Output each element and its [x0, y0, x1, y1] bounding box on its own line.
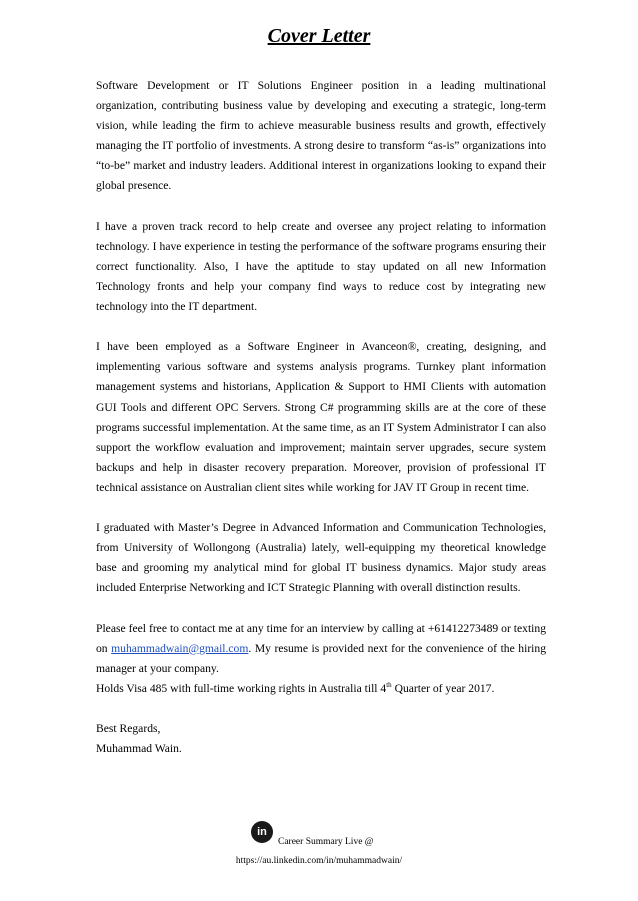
document-title: Cover Letter	[267, 25, 371, 47]
paragraph-objective: Software Development or IT Solutions Engineer position in a leading multinational organization, contributing business value by developing and executing a strategic, long-term vision, while leading the firm to achieve measurable business results and growth, effectively managing the IT portfolio of investments. A strong desire to transform “as-is” organizations into “to-be” market and industry leaders. Additional interest in organizations looking to expand their global presence.	[96, 79, 546, 193]
paragraph-education: I graduated with Master’s Degree in Advanced Information and Communication Technologies, from University of Wollongong (Australia) lately, well-equipping my theoretical knowledge base and grooming my analytical mind for global IT business dynamics. Major study areas included Enterprise Networking and ICT Strategic Planning with overall distinction results.	[96, 521, 546, 595]
linkedin-icon[interactable]: in	[251, 821, 273, 843]
paragraph-track-record: I have a proven track record to help create and oversee any project relating to information technology. I have experience in testing the performance of the software programs ensuring their correct functionality. Also, I have the aptitude to stay updated on all new Information Technology fronts and help your company find ways to reduce cost by integrating new technology into the IT department.	[96, 219, 546, 314]
contact-text-end: . My resume is provided next for the convenience of the hiring manager at your company.	[96, 641, 546, 675]
visa-text-end: Quarter of year 2017.	[391, 681, 495, 695]
footer	[0, 818, 638, 878]
closing-line: Best Regards,	[96, 722, 161, 735]
letter-body	[96, 76, 546, 759]
paragraph-contact	[96, 619, 546, 679]
linkedin-url[interactable]: https://au.linkedin.com/in/muhammadwain/	[235, 856, 403, 866]
paragraph-experience: I have been employed as a Software Engineer in Avanceon®, creating, designing, and implementing various software and systems analysis programs. Turnkey plant information management systems and historians, Application & Support to HMI Clients with automation GUI Tools and different OPC Servers. Strong C# programming skills are at the core of these programs successful implementation. At the same time, as an IT System Administrator I can also support the workflow evaluation and improvement; maintain server upgrades, secure system backups and help in disaster recovery preparation. Moreover, provision of professional IT technical assistance on Australian client sites while working for JAV IT Group in recent time.	[96, 340, 546, 494]
signature-name: Muhammad Wain.	[96, 742, 182, 756]
contact-text: Please feel free to contact me at any time for an interview by calling at +61412273489 or texting on	[96, 621, 546, 655]
visa-superscript: th	[386, 680, 392, 689]
email-link[interactable]: muhammadwain@gmail.com	[111, 641, 249, 655]
visa-text: Holds Visa 485 with full-time working rights in Australia till 4	[96, 681, 387, 695]
career-summary-label: Career Summary Live @	[278, 837, 374, 847]
paragraph-visa	[96, 679, 546, 699]
